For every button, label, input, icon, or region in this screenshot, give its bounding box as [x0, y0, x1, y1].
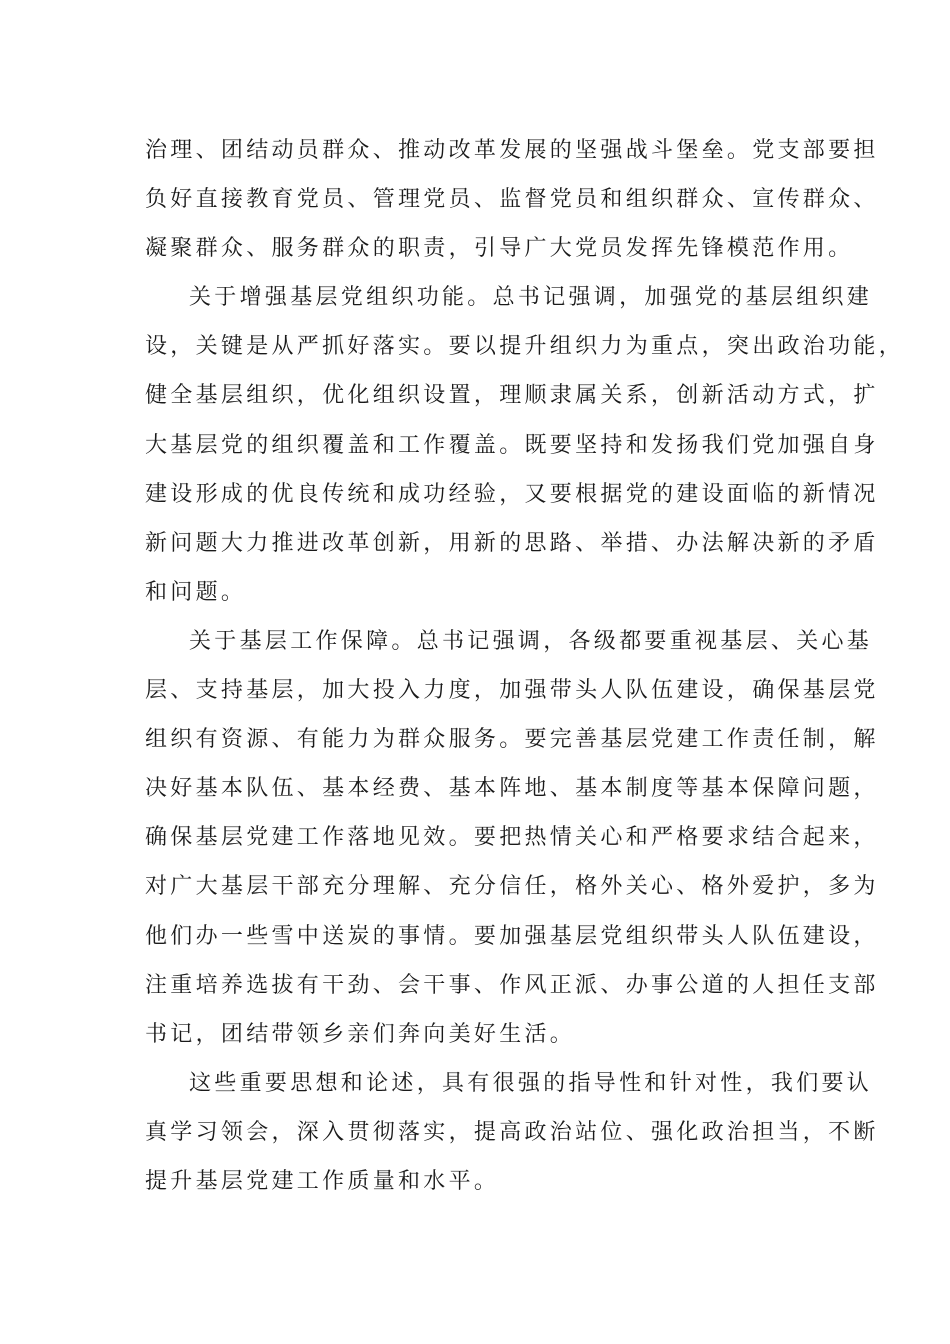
text-line: 新问题大力推进改革创新，用新的思路、举措、办法解决新的矛盾	[145, 530, 879, 556]
text-line: 组织有资源、有能力为群众服务。要完善基层党建工作责任制，解	[145, 727, 879, 753]
text-line: 对广大基层干部充分理解、充分信任，格外关心、格外爱护，多为	[145, 874, 879, 900]
paragraph-2	[145, 273, 905, 617]
paragraph-3	[145, 617, 879, 1059]
text-line: 和问题。	[145, 579, 247, 605]
text-line: 真学习领会，深入贯彻落实，提高政治站位、强化政治担当，不断	[145, 1119, 879, 1145]
text-line: 确保基层党建工作落地见效。要把热情关心和严格要求结合起来，	[145, 825, 879, 851]
text-line: 设，关键是从严抓好落实。要以提升组织力为重点，突出政治功能，	[145, 334, 905, 360]
text-line: 关于增强基层党组织功能。总书记强调，加强党的基层组织建	[189, 285, 873, 311]
text-line: 提升基层党建工作质量和水平。	[145, 1168, 500, 1194]
text-line: 建设形成的优良传统和成功经验，又要根据党的建设面临的新情况	[145, 481, 879, 507]
text-line: 注重培养选拔有干劲、会干事、作风正派、办事公道的人担任支部	[145, 972, 879, 998]
document-body	[145, 126, 905, 1206]
paragraph-1	[145, 126, 879, 273]
text-line: 层、支持基层，加大投入力度，加强带头人队伍建设，确保基层党	[145, 678, 879, 704]
text-line: 凝聚群众、服务群众的职责，引导广大党员发挥先锋模范作用。	[145, 236, 854, 262]
text-line: 负好直接教育党员、管理党员、监督党员和组织群众、宣传群众、	[145, 187, 879, 213]
text-line: 治理、团结动员群众、推动改革发展的坚强战斗堡垒。党支部要担	[145, 138, 879, 163]
text-line: 书记，团结带领乡亲们奔向美好生活。	[145, 1021, 576, 1047]
text-line: 关于基层工作保障。总书记强调，各级都要重视基层、关心基	[189, 628, 873, 654]
text-line: 决好基本队伍、基本经费、基本阵地、基本制度等基本保障问题，	[145, 776, 879, 802]
text-line: 大基层党的组织覆盖和工作覆盖。既要坚持和发扬我们党加强自身	[145, 432, 879, 458]
text-line: 这些重要思想和论述，具有很强的指导性和针对性，我们要认	[189, 1070, 873, 1096]
paragraph-4	[145, 1059, 879, 1206]
text-line: 他们办一些雪中送炭的事情。要加强基层党组织带头人队伍建设，	[145, 923, 879, 949]
text-line: 健全基层组织，优化组织设置，理顺隶属关系，创新活动方式，扩	[145, 383, 879, 409]
